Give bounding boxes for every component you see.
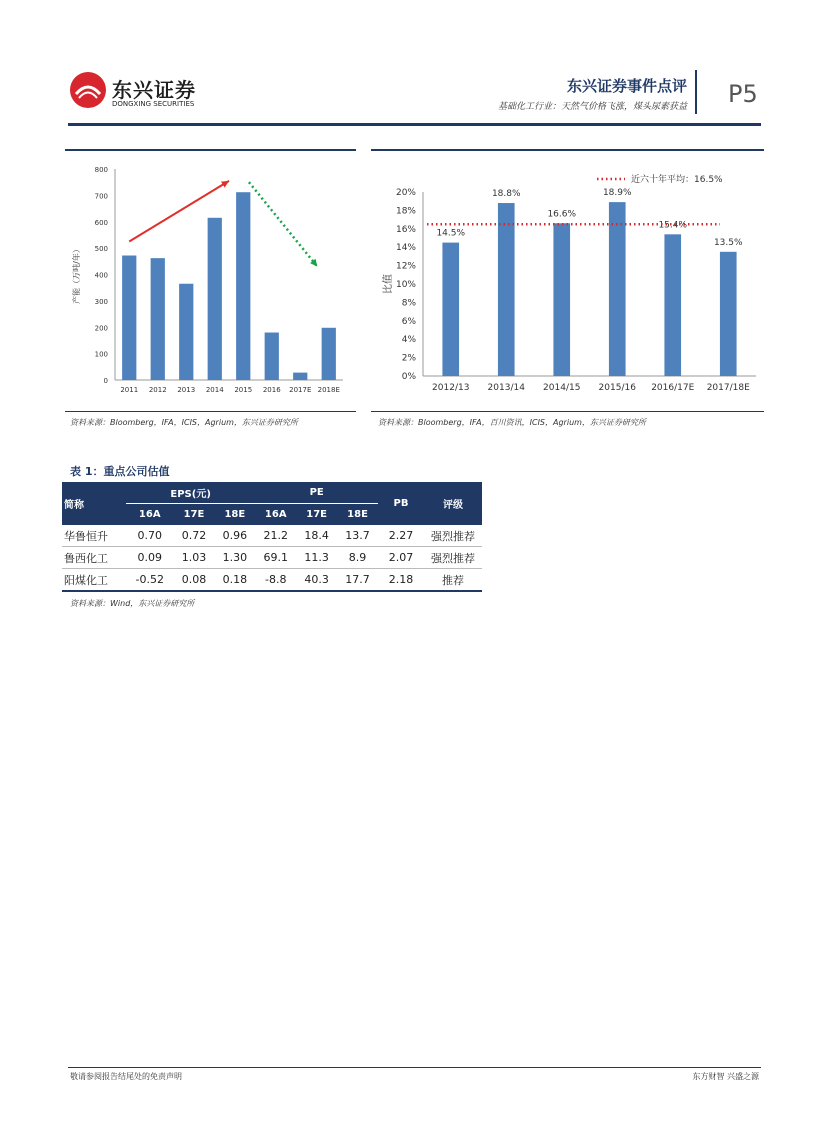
- y-tick-label: 800: [94, 166, 108, 174]
- bar: [151, 258, 165, 380]
- y-tick-label: 100: [94, 350, 108, 359]
- y-tick-label: 2%: [401, 353, 416, 364]
- bar: [720, 252, 737, 376]
- y-tick-label: 700: [94, 192, 108, 201]
- x-tick-label: 2015: [234, 386, 253, 394]
- company-logo: [70, 72, 200, 114]
- bar: [664, 234, 681, 376]
- pb-value: 2.18: [378, 569, 424, 592]
- footer-slogan: 东方财智 兴盛之源: [692, 1072, 759, 1081]
- ratio-bar-chart: [371, 152, 764, 410]
- bar: [236, 192, 250, 380]
- y-tick-label: 6%: [401, 316, 416, 327]
- left-panel-top-rule: [65, 149, 356, 151]
- footer-disclaimer: 敬请参阅报告结尾处的免责声明: [70, 1072, 182, 1081]
- y-tick-label: 500: [94, 245, 108, 254]
- eps-18e: 0.96: [214, 525, 255, 547]
- pe-18e: 8.9: [337, 547, 378, 569]
- logo-text-cn: 东兴证券: [112, 78, 196, 102]
- header-name: 简称: [62, 482, 126, 525]
- table-row: [62, 569, 482, 592]
- header-pe-18e: 18E: [337, 504, 378, 526]
- footer-rule: [68, 1067, 761, 1068]
- header-pe-16a: 16A: [255, 504, 296, 526]
- y-tick-label: 4%: [401, 335, 416, 346]
- pe-17e: 40.3: [296, 569, 337, 592]
- pe-17e: 18.4: [296, 525, 337, 547]
- x-tick-label: 2014: [205, 386, 224, 394]
- bar: [179, 284, 193, 380]
- x-tick-label: 2016: [262, 386, 281, 394]
- y-tick-label: 0: [103, 377, 108, 385]
- bar: [208, 218, 222, 380]
- logo-emblem-icon: [70, 72, 106, 108]
- left-chart-source: 资料来源：Bloomberg，IFA，ICIS，Agrium，东兴证券研究所: [70, 418, 298, 427]
- header-rule: [68, 123, 761, 126]
- y-tick-label: 0%: [401, 372, 416, 382]
- eps-17e: 1.03: [174, 547, 215, 569]
- trend-down-arrow: [249, 182, 317, 266]
- pb-value: 2.07: [378, 547, 424, 569]
- right-chart-source: 资料来源：Bloomberg，IFA，百川资讯，ICIS，Agrium，东兴证券研究所: [378, 418, 646, 427]
- header-pe: PE: [255, 482, 378, 504]
- x-tick-label: 2012/13: [432, 383, 470, 393]
- eps-17e: 0.72: [174, 525, 215, 547]
- x-tick-label: 2013: [177, 386, 196, 394]
- x-tick-label: 2011: [120, 386, 139, 394]
- company-name: 阳煤化工: [62, 569, 126, 592]
- left-panel-bottom-rule: [65, 411, 356, 412]
- valuation-table: [62, 482, 482, 592]
- x-tick-label: 2015/16: [598, 383, 636, 393]
- y-tick-label: 8%: [401, 298, 416, 309]
- bar: [293, 373, 307, 380]
- page-number: P5: [728, 80, 758, 108]
- y-tick-label: 16%: [395, 224, 416, 235]
- x-tick-label: 2014/15: [543, 383, 581, 393]
- pe-16a: 21.2: [255, 525, 296, 547]
- x-tick-label: 2017/18E: [706, 383, 750, 393]
- data-label: 16.6%: [547, 209, 577, 220]
- trend-down-arrowhead-icon: [310, 259, 317, 267]
- x-tick-label: 2016/17E: [651, 383, 695, 393]
- y-tick-label: 200: [94, 324, 108, 333]
- table-title: 表 1：重点公司估值: [70, 465, 170, 478]
- rating: 推荐: [424, 569, 482, 592]
- y-axis-label: 比值: [383, 274, 394, 294]
- company-name: 华鲁恒升: [62, 525, 126, 547]
- y-tick-label: 14%: [395, 243, 416, 254]
- eps-16a: 0.09: [126, 547, 174, 569]
- table-row: [62, 525, 482, 547]
- pb-value: 2.27: [378, 525, 424, 547]
- report-subtitle: 基础化工行业：天然气价格飞涨，煤头尿素获益: [497, 102, 687, 112]
- capacity-bar-chart: [65, 152, 356, 410]
- x-tick-label: 2013/14: [487, 383, 525, 393]
- pe-18e: 13.7: [337, 525, 378, 547]
- y-tick-label: 400: [94, 271, 108, 280]
- right-panel-bottom-rule: [371, 411, 764, 412]
- pe-16a: 69.1: [255, 547, 296, 569]
- legend-label: 近六十年平均：16.5%: [631, 175, 723, 185]
- data-label: 18.8%: [491, 189, 521, 200]
- y-tick-label: 18%: [395, 206, 416, 217]
- header-pb: PB: [378, 482, 424, 525]
- pe-17e: 11.3: [296, 547, 337, 569]
- bar: [609, 202, 626, 376]
- y-tick-label: 20%: [395, 188, 416, 198]
- header-eps-16a: 16A: [126, 504, 174, 526]
- table-row: [62, 547, 482, 569]
- logo-text-en: DONGXING SECURITIES: [112, 100, 195, 108]
- bar: [122, 256, 136, 380]
- eps-16a: 0.70: [126, 525, 174, 547]
- y-tick-label: 12%: [395, 261, 416, 272]
- data-label: 18.9%: [602, 188, 632, 199]
- pe-18e: 17.7: [337, 569, 378, 592]
- report-type-title: 东兴证券事件点评: [566, 77, 687, 95]
- eps-16a: -0.52: [126, 569, 174, 592]
- rating: 强烈推荐: [424, 547, 482, 569]
- right-panel-top-rule: [371, 149, 764, 151]
- header-eps-18e: 18E: [214, 504, 255, 526]
- y-tick-label: 300: [94, 297, 108, 306]
- bar: [553, 223, 570, 376]
- eps-18e: 1.30: [214, 547, 255, 569]
- header-pe-17e: 17E: [296, 504, 337, 526]
- x-tick-label: 2018E: [317, 386, 340, 394]
- bar: [442, 243, 459, 376]
- table-source: 资料来源：Wind，东兴证券研究所: [70, 599, 195, 608]
- eps-17e: 0.08: [174, 569, 215, 592]
- bar: [498, 203, 515, 376]
- data-label: 15.4%: [658, 220, 688, 231]
- x-tick-label: 2012: [148, 386, 167, 394]
- company-name: 鲁西化工: [62, 547, 126, 569]
- header-eps: EPS(元): [126, 482, 255, 504]
- x-tick-label: 2017E: [289, 386, 312, 394]
- pe-16a: -8.8: [255, 569, 296, 592]
- header-eps-17e: 17E: [174, 504, 215, 526]
- data-label: 13.5%: [713, 237, 743, 248]
- data-label: 14.5%: [436, 228, 466, 239]
- header-rating: 评级: [424, 482, 482, 525]
- bar: [322, 328, 336, 380]
- eps-18e: 0.18: [214, 569, 255, 592]
- y-tick-label: 600: [94, 218, 108, 227]
- bar: [265, 333, 279, 380]
- header-divider: [695, 70, 697, 114]
- rating: 强烈推荐: [424, 525, 482, 547]
- y-axis-label: 产能（万吨/年）: [72, 245, 81, 304]
- y-tick-label: 10%: [395, 280, 416, 290]
